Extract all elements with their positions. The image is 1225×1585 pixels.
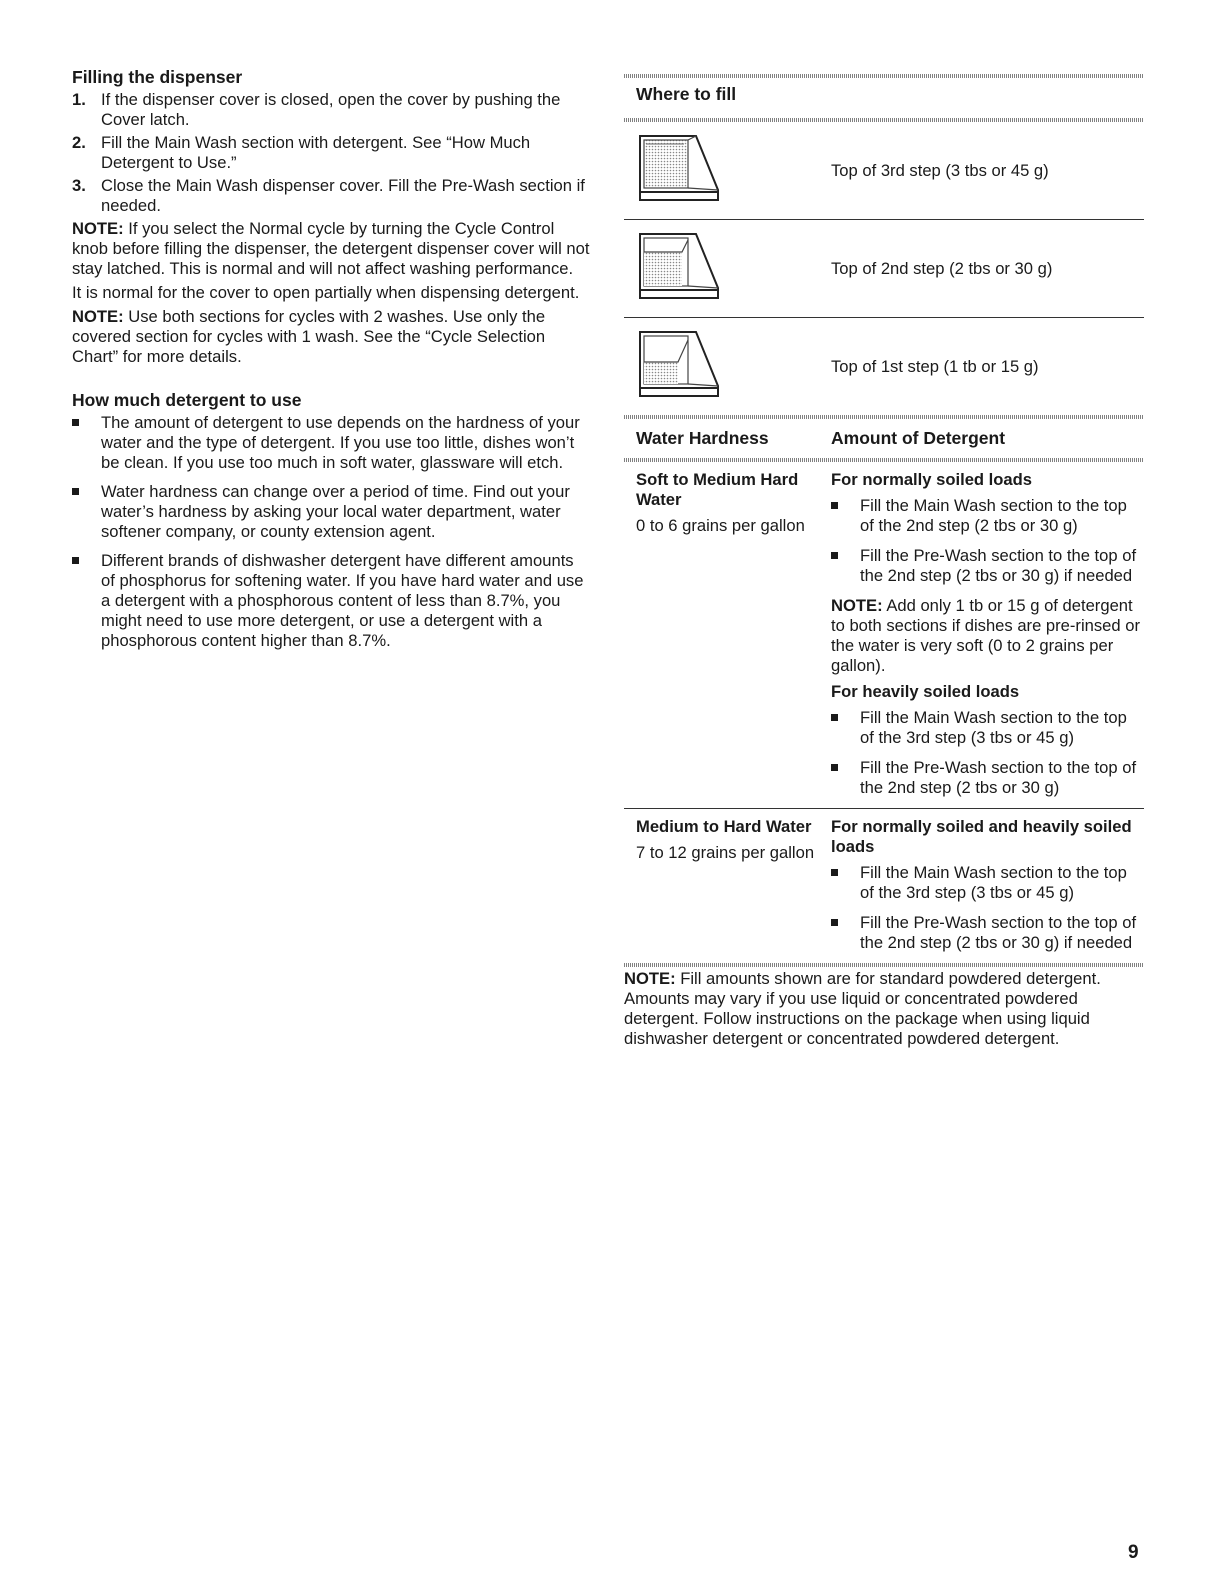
hardness-cell — [624, 817, 831, 953]
dotted-divider — [624, 74, 1144, 78]
dispenser-3rd-step-icon — [624, 130, 831, 211]
list-item — [831, 913, 1144, 953]
bullet-text: Different brands of dishwasher detergent have different amounts of phosphorus for softening water. If you have hard water and use a detergent with a phosphorous content of less than 8.7%, you might need to use more detergent, or use a detergent with a phosphorous content higher than 8.7%. — [101, 551, 584, 650]
note-label: NOTE: — [72, 307, 124, 326]
filling-step — [72, 133, 592, 173]
bullet-text: Fill the Main Wash section to the top of the 3rd step (3 tbs or 45 g) — [860, 863, 1127, 902]
filling-steps-list — [72, 90, 592, 216]
where-to-fill-row — [624, 122, 1144, 219]
note-text: If you select the Normal cycle by turning the Cycle Control knob before filling the dispenser, the detergent dispenser cover will not stay latched. This is normal and will not affect washing performance. — [72, 219, 590, 278]
fill-instructions — [831, 863, 1144, 953]
note-label: NOTE: — [624, 969, 676, 988]
square-bullet-icon — [831, 764, 838, 771]
where-to-fill-row — [624, 318, 1144, 415]
cover-open-paragraph: It is normal for the cover to open partially when dispensing detergent. — [72, 283, 580, 302]
square-bullet-icon — [831, 869, 838, 876]
square-bullet-icon — [831, 919, 838, 926]
hardness-table-header — [624, 419, 1144, 458]
hardness-cell — [624, 470, 831, 798]
right-column — [624, 74, 1144, 1053]
step-number: 1. — [72, 90, 86, 109]
normal-cycle-note — [72, 219, 592, 279]
sections-note — [72, 307, 592, 367]
square-bullet-icon — [72, 488, 79, 495]
dispenser-illustration — [636, 228, 722, 304]
step-number: 2. — [72, 133, 86, 152]
left-column — [72, 66, 592, 660]
step-text: Close the Main Wash dispenser cover. Fill the Pre-Wash section if needed. — [101, 176, 585, 215]
load-type-heading: For heavily soiled loads — [831, 682, 1020, 701]
where-to-fill-heading: Where to fill — [636, 84, 737, 104]
dispenser-2nd-step-icon — [624, 228, 831, 309]
pre-rinsed-note — [831, 596, 1144, 676]
list-item — [831, 708, 1144, 748]
bullet-text: Fill the Pre-Wash section to the top of the 2nd step (2 tbs or 30 g) if needed — [860, 546, 1137, 585]
dispenser-1st-step-icon — [624, 326, 831, 407]
bullet-text: The amount of detergent to use depends on the hardness of your water and the type of detergent. If you use too little, dishes won’t be clean. If you use too much in soft water, glassware will etch. — [101, 413, 580, 472]
note-text: Fill amounts shown are for standard powdered detergent. Amounts may vary if you use liquid or concentrated powdered detergent. Follow instructions on the package when using liquid dishwasher detergent or concentrated powdered detergent. — [624, 969, 1101, 1048]
square-bullet-icon — [831, 502, 838, 509]
hardness-name: Medium to Hard Water — [636, 817, 812, 836]
list-item — [72, 413, 592, 473]
filling-step — [72, 176, 592, 216]
page-number: 9 — [1128, 1542, 1139, 1563]
hardness-grains: 7 to 12 grains per gallon — [636, 843, 815, 862]
step-number: 3. — [72, 176, 86, 195]
bullet-text: Fill the Main Wash section to the top of the 2nd step (2 tbs or 30 g) — [860, 496, 1127, 535]
filling-step — [72, 90, 592, 130]
note-label: NOTE: — [72, 219, 124, 238]
dotted-divider — [624, 118, 1144, 122]
load-type-heading: For normally soiled loads — [831, 470, 1033, 489]
how-much-detergent-heading: How much detergent to use — [72, 390, 302, 410]
water-hardness-column-header: Water Hardness — [636, 428, 769, 448]
load-type-heading: For normally soiled and heavily soiled loads — [831, 817, 1132, 856]
powdered-detergent-note — [624, 969, 1144, 1049]
hardness-grains: 0 to 6 grains per gallon — [636, 516, 805, 535]
bullet-text: Fill the Main Wash section to the top of the 3rd step (3 tbs or 45 g) — [860, 708, 1127, 747]
square-bullet-icon — [831, 552, 838, 559]
fill-level-text: Top of 1st step (1 tb or 15 g) — [831, 356, 1039, 376]
how-much-bullets — [72, 413, 592, 651]
fill-level-text: Top of 2nd step (2 tbs or 30 g) — [831, 258, 1053, 278]
bullet-text: Fill the Pre-Wash section to the top of the 2nd step (2 tbs or 30 g) — [860, 758, 1137, 797]
fill-instructions — [831, 496, 1144, 586]
dispenser-illustration — [636, 130, 722, 206]
table-row — [624, 462, 1144, 808]
list-item — [831, 546, 1144, 586]
list-item — [831, 863, 1144, 903]
bullet-text: Fill the Pre-Wash section to the top of the 2nd step (2 tbs or 30 g) if needed — [860, 913, 1137, 952]
step-text: If the dispenser cover is closed, open the cover by pushing the Cover latch. — [101, 90, 561, 129]
filling-dispenser-heading: Filling the dispenser — [72, 67, 243, 87]
where-to-fill-row — [624, 220, 1144, 317]
list-item — [831, 758, 1144, 798]
note-text: Use both sections for cycles with 2 washes. Use only the covered section for cycles with 1 wash. See the “Cycle Selection Chart” for more details. — [72, 307, 546, 366]
square-bullet-icon — [72, 419, 79, 426]
fill-instructions — [831, 708, 1144, 798]
amount-of-detergent-column-header: Amount of Detergent — [831, 428, 1006, 448]
hardness-name: Soft to Medium Hard Water — [636, 470, 799, 509]
detergent-cell — [831, 470, 1144, 798]
note-text: Add only 1 tb or 15 g of detergent to both sections if dishes are pre-rinsed or the water is very soft (0 to 2 grains per gallon). — [831, 596, 1140, 675]
list-item — [72, 551, 592, 651]
dotted-divider — [624, 963, 1144, 967]
list-item — [831, 496, 1144, 536]
list-item — [72, 482, 592, 542]
dispenser-illustration — [636, 326, 722, 402]
dotted-divider — [624, 458, 1144, 462]
note-label: NOTE: — [831, 596, 883, 615]
detergent-cell — [831, 817, 1144, 953]
step-text: Fill the Main Wash section with detergent. See “How Much Detergent to Use.” — [101, 133, 531, 172]
square-bullet-icon — [72, 557, 79, 564]
bullet-text: Water hardness can change over a period of time. Find out your water’s hardness by asking your local water department, water softener company, or county extension agent. — [101, 482, 570, 541]
dotted-divider — [624, 415, 1144, 419]
square-bullet-icon — [831, 714, 838, 721]
table-row — [624, 809, 1144, 963]
fill-level-text: Top of 3rd step (3 tbs or 45 g) — [831, 160, 1049, 180]
